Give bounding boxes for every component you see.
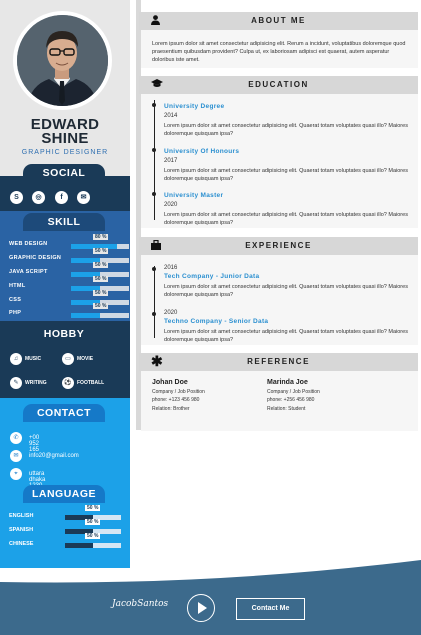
experience-role: Tech Company - Junior Data [164, 273, 260, 280]
education-year: 2014 [164, 113, 178, 119]
contact-phone[interactable]: +00 952 165 [29, 435, 40, 453]
reference-relation: Relation: Student [267, 406, 306, 412]
education-text: Lorem ipsum dolor sit amet consectetur adipisicing elit. Quaerat totam voluptates quasi illo? Maiores doloremque quisquam ipsa? [164, 123, 408, 137]
language-bar-fill [65, 543, 93, 548]
education-degree: University Of Honours [164, 148, 240, 155]
about-header [139, 12, 418, 30]
education-title: EDUCATION [248, 80, 309, 89]
skill-percent: 50 % [95, 276, 107, 282]
hobby-label: WRITING [25, 380, 47, 386]
education-year: 2017 [164, 158, 178, 164]
profile-photo [17, 15, 108, 106]
instagram-icon[interactable]: ◎ [32, 191, 45, 204]
education-header [139, 76, 418, 94]
timeline-dot [152, 267, 156, 271]
education-text: Lorem ipsum dolor sit amet consectetur adipisicing elit. Quaerat totam voluptates quasi illo? Maiores doloremque quisquam ipsa? [164, 168, 408, 182]
contact-me-button[interactable]: Contact Me [236, 598, 305, 620]
education-body [141, 94, 418, 228]
education-degree: University Degree [164, 103, 225, 110]
play-button[interactable] [187, 594, 215, 622]
language-percent: 50 % [87, 533, 99, 539]
reference-phone: phone: +123 456 980 [152, 397, 200, 403]
skill-label: GRAPHIC DESIGN [9, 255, 62, 261]
timeline-dot [152, 312, 156, 316]
location-icon: ⌖ [10, 468, 22, 480]
reference-title: REFERENCE [247, 357, 310, 366]
experience-role: Techno Company - Senior Data [164, 318, 269, 325]
skill-percent: 80 % [95, 234, 107, 240]
reference-position: Company / Job Position [152, 389, 205, 395]
pen-icon: ✎ [10, 377, 22, 389]
timeline-dot [152, 148, 156, 152]
experience-header [139, 237, 418, 255]
football-icon: ⚽ [62, 377, 74, 389]
reference-relation: Relation: Brother [152, 406, 190, 412]
language-heading: LANGUAGE [23, 485, 105, 503]
hobby-heading: HOBBY [23, 325, 105, 343]
email-icon[interactable]: ✉ [77, 191, 90, 204]
skill-bar-fill [71, 313, 100, 318]
reference-name: Johan Doe [152, 379, 188, 386]
education-timeline [154, 100, 155, 220]
timeline-dot [152, 103, 156, 107]
reference-name: Marinda Joe [267, 379, 308, 386]
experience-text: Lorem ipsum dolor sit amet consectetur adipisicing elit. Quaerat totam voluptates quasi illo? Maiores doloremque quisquam ipsa? [164, 284, 408, 298]
reference-phone: phone: +256 456 980 [267, 397, 315, 403]
timeline-dot [152, 192, 156, 196]
phone-icon: ✆ [10, 432, 22, 444]
language-label: ENGLISH [9, 513, 34, 519]
profile-photo-frame [13, 11, 112, 110]
contact-email[interactable]: info20@gmail.com [29, 453, 79, 459]
asterisk-icon: ✱ [151, 353, 163, 369]
skill-percent: 50 % [95, 248, 107, 254]
experience-title: EXPERIENCE [245, 241, 312, 250]
reference-header [139, 353, 418, 371]
skill-label: HTML [9, 283, 26, 289]
skill-label: WEB DESIGN [9, 241, 48, 247]
skill-percent: 50 % [95, 303, 107, 309]
profile-role: GRAPHIC DESIGNER [21, 149, 109, 156]
signature: JacobSantos [112, 599, 169, 609]
language-percent: 50 % [87, 519, 99, 525]
language-percent: 50 % [87, 505, 99, 511]
facebook-icon[interactable]: f [55, 191, 68, 204]
music-icon: ♫ [10, 353, 22, 365]
skill-percent: 50 % [95, 290, 107, 296]
last-name: SHINE [41, 130, 89, 147]
movie-icon: ▭ [62, 353, 74, 365]
language-row [9, 533, 124, 550]
reference-position: Company / Job Position [267, 389, 320, 395]
play-icon [198, 602, 207, 614]
skill-label: CSS [9, 297, 22, 303]
hobby-label: MOVIE [77, 356, 94, 362]
language-label: SPANISH [9, 527, 34, 533]
education-text: Lorem ipsum dolor sit amet consectetur adipisicing elit. Quaerat totam voluptates quasi illo? Maiores doloremque quisquam ipsa? [164, 212, 408, 226]
hobby-label: FOOTBALL [77, 380, 105, 386]
contact-heading: CONTACT [23, 404, 105, 422]
language-row [9, 505, 124, 522]
education-year: 2020 [164, 202, 178, 208]
experience-timeline [154, 266, 155, 338]
profile-photo-illustration [17, 15, 108, 106]
social-heading: SOCIAL [23, 164, 105, 182]
skill-percent: 50 % [95, 262, 107, 268]
skill-label: JAVA SCRIPT [9, 269, 48, 275]
language-label: CHINESE [9, 541, 34, 547]
education-degree: University Master [164, 192, 224, 199]
skill-bar [71, 313, 129, 318]
language-row [9, 519, 124, 536]
skill-row [9, 303, 124, 320]
experience-text: Lorem ipsum dolor sit amet consectetur adipisicing elit. Quaerat totam voluptates quasi illo? Maiores doloremque quisquam ipsa? [164, 329, 408, 343]
experience-year: 2016 [164, 265, 178, 271]
skill-heading: SKILL [23, 213, 105, 231]
experience-year: 2020 [164, 310, 178, 316]
contact-address: uttara dhaka [29, 471, 46, 483]
hobby-label: MUSIC [25, 356, 42, 362]
skill-label: PHP [9, 310, 22, 316]
email-icon: ✉ [10, 450, 22, 462]
about-text: Lorem ipsum dolor sit amet consectetur adipisicing elit. Rerum a incidunt, voluptatibus doloremque quod praesentium quibusdam provident? Culpa ut, ex laboriosam adipisci est quaerat, autem asperatur doloribus iste amet. [152, 41, 406, 63]
first-name: EDWARD [30, 116, 100, 133]
about-title: ABOUT ME [251, 16, 306, 25]
profile-name [0, 118, 130, 146]
skype-icon[interactable]: S [10, 191, 23, 204]
language-bar [65, 543, 121, 548]
